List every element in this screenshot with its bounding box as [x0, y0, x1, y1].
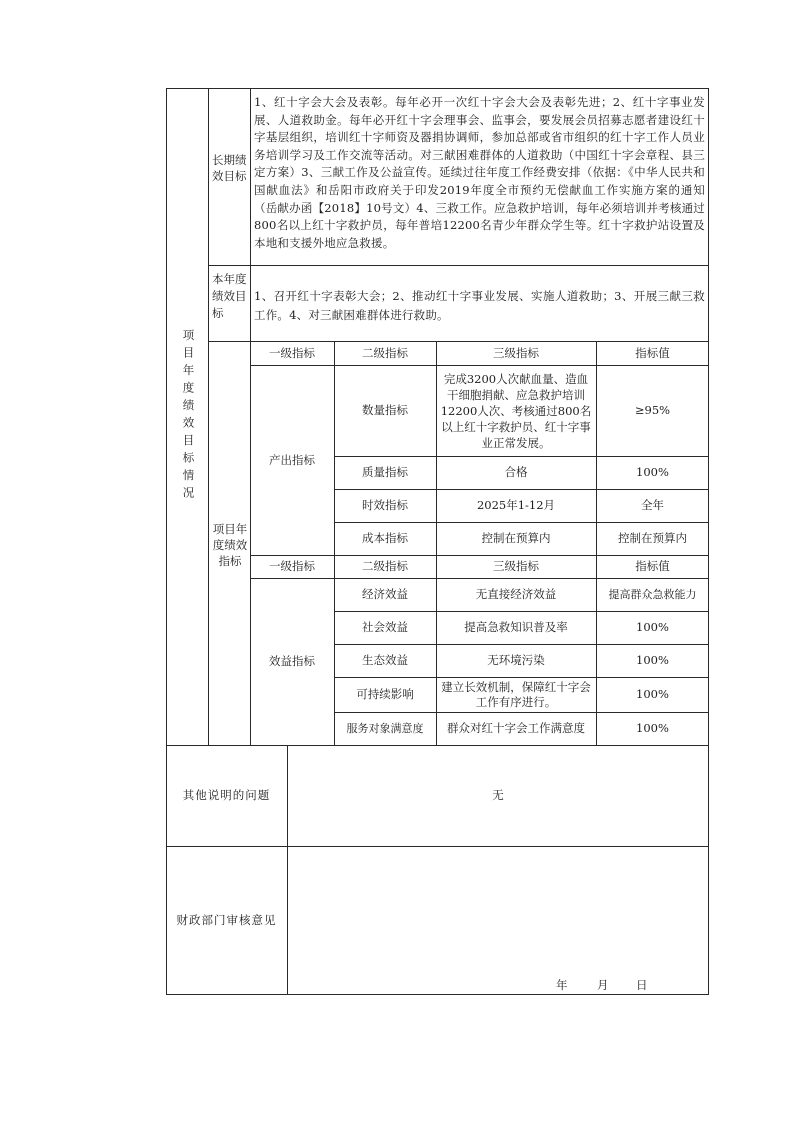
- output-row-value: 控制在预算内: [618, 531, 687, 545]
- annual-text: 1、召开红十字表彰大会；2、推动红十字事业发展、实施人道救助；3、开展三献三救工作。4、对三献困难群体进行救助。: [254, 289, 705, 322]
- output-row-value: ≥95%: [634, 403, 671, 417]
- output-level1: 产出指标: [269, 452, 315, 467]
- header-value: 指标值: [635, 559, 670, 573]
- benefit-row-value: 100%: [636, 687, 669, 701]
- output-row-level3: 控制在预算内: [481, 531, 551, 545]
- divider: [208, 88, 209, 745]
- long-term-text: 1、红十字会大会及表彰。每年必开一次红十字会大会及表彰先进；2、红十字事业发展、人道救助金。每年必开红十字会理事会、监事会，要发展会员招募志愿者建设红十字基层组织，培训红十字师资及器捐协调师，参加总部或省市组织的红十字工作人员业务培训学习及工作交流等活动。对三献困难群体的人道救助（中国红十字会章程、县三定方案）3、三献工作及公益宣传。延续过往年度工作经费安排（依据：《中华人民共和国献血法》和岳阳市政府关于印发2019年度全市预约无偿献血工作实施方案的通知（岳献办函【2018】10号文）4、三救工作。应急救护培训，每年必须培训并考核通过800名以上红十字救护员，每年普培12200名青少年群众学生等。红十字救护站设置及本地和支援外地应急救援。: [254, 95, 705, 250]
- benefit-level1: 效益指标: [269, 654, 315, 668]
- output-row-level2: 数量指标: [362, 403, 408, 417]
- output-row-level3: 完成3200人次献血量、造血干细胞捐献、应急救护培训12200人次、考核通过800名以上红十字救护员、红十字事业正常发展。: [440, 371, 592, 450]
- review-day: 日: [636, 978, 648, 992]
- benefit-row-level3: 无直接经济效益: [475, 587, 557, 601]
- output-row-level2: 成本指标: [362, 531, 408, 545]
- header-value: 指标值: [635, 345, 670, 360]
- other-notes-label: 其他说明的问题: [182, 788, 271, 802]
- output-row-value: 全年: [641, 498, 664, 512]
- output-row-level3: 2025年1-12月: [476, 498, 556, 512]
- header-level3: 三级指标: [493, 345, 539, 360]
- benefit-row-level2: 生态效益: [362, 653, 408, 667]
- benefit-row-level2: 可持续影响: [356, 687, 414, 701]
- review-month: 月: [597, 978, 609, 992]
- divider: [208, 265, 709, 266]
- header-level3: 三级指标: [493, 559, 539, 573]
- header-level2: 二级指标: [362, 559, 408, 573]
- review-year: 年: [556, 978, 568, 992]
- header-level1: 一级指标: [269, 559, 315, 573]
- output-row-level3: 合格: [504, 465, 528, 479]
- other-notes-value: 无: [492, 788, 504, 802]
- benefit-row-level3: 提高急救知识普及率: [464, 620, 568, 634]
- finance-review-label: 财政部门审核意见: [176, 913, 277, 927]
- benefit-row-level2: 服务对象满意度: [346, 722, 424, 735]
- long-term-label: 长期绩效目标: [212, 153, 247, 183]
- benefit-row-level3: 无环境污染: [487, 653, 545, 667]
- benefit-row-value: 100%: [636, 620, 669, 634]
- benefit-row-level3: 建立长效机制，保障红十字会工作有序进行。: [441, 679, 591, 709]
- header-level1: 一级指标: [269, 345, 315, 360]
- indicators-label: 项目年度绩效指标: [212, 522, 248, 568]
- benefit-row-value: 100%: [636, 653, 669, 667]
- benefit-row-level3: 群众对红十字会工作满意度: [447, 721, 585, 735]
- section-title: 项目年度绩效目标情况: [181, 329, 196, 504]
- output-row-value: 100%: [636, 465, 669, 479]
- benefit-row-value: 提高群众急救能力: [608, 588, 697, 601]
- benefit-row-level2: 社会效益: [362, 620, 408, 634]
- benefit-row-level2: 经济效益: [362, 587, 408, 601]
- output-row-level2: 时效指标: [362, 498, 408, 512]
- output-row-level2: 质量指标: [362, 465, 408, 479]
- benefit-row-value: 100%: [636, 721, 669, 735]
- annual-label: 本年度绩效目标: [212, 272, 247, 320]
- header-level2: 二级指标: [362, 345, 408, 360]
